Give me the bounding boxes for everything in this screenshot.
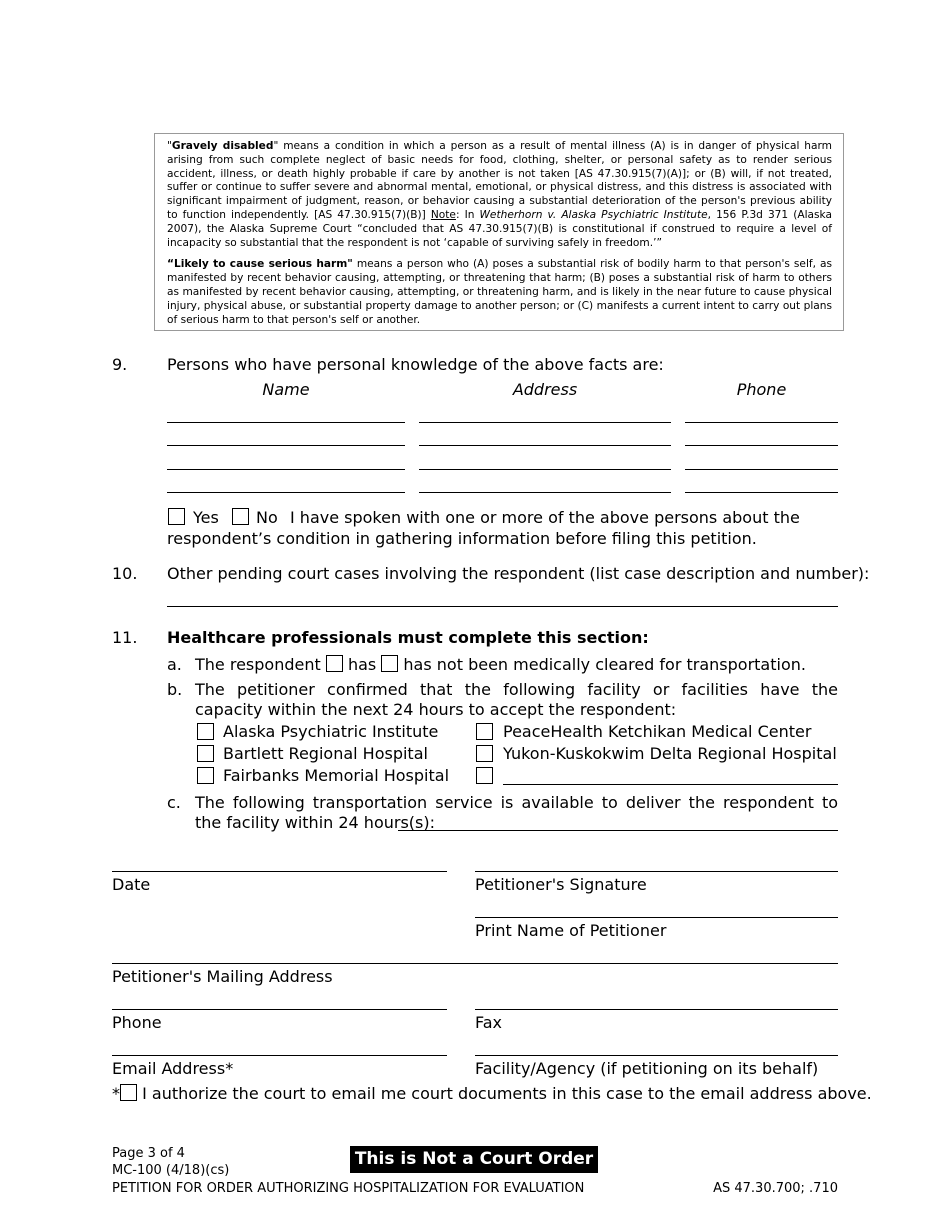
email-authorization-line: * I authorize the court to email me court documents in this case to the email address above. xyxy=(112,1084,872,1103)
person-address-field[interactable] xyxy=(419,469,671,470)
petitioner-signature-label: Petitioner's Signature xyxy=(475,875,647,894)
facility-label: PeaceHealth Ketchikan Medical Center xyxy=(503,722,812,741)
person-name-field[interactable] xyxy=(167,492,405,493)
has-not-checkbox[interactable] xyxy=(381,655,398,672)
pending-cases-field[interactable] xyxy=(167,606,838,607)
phone-label: Phone xyxy=(112,1013,162,1032)
item-b-label: b. xyxy=(167,680,183,699)
person-name-field[interactable] xyxy=(167,445,405,446)
not-court-order-banner: This is Not a Court Order xyxy=(350,1146,598,1173)
form-number: MC-100 (4/18)(cs) xyxy=(112,1163,230,1178)
person-phone-field[interactable] xyxy=(685,422,838,423)
spoken-yes-checkbox[interactable] xyxy=(168,508,185,525)
facility-label: Fairbanks Memorial Hospital xyxy=(223,766,450,785)
petitioner-signature-field[interactable] xyxy=(475,871,838,872)
section-9-title: Persons who have personal knowledge of the above facts are: xyxy=(167,355,664,374)
has-checkbox[interactable] xyxy=(326,655,343,672)
section-11-title: Healthcare professionals must complete this section: xyxy=(167,628,649,647)
email-label: Email Address* xyxy=(112,1059,234,1078)
facility-agency-field[interactable] xyxy=(475,1055,838,1056)
item-a-label: a. xyxy=(167,655,182,674)
spoken-no-checkbox[interactable] xyxy=(232,508,249,525)
form-title: PETITION FOR ORDER AUTHORIZING HOSPITALIZATION FOR EVALUATION xyxy=(112,1181,585,1196)
item-c-label: c. xyxy=(167,793,181,812)
spoken-statement-line-1: I have spoken with one or more of the above persons about the xyxy=(290,508,800,527)
facility-agency-label: Facility/Agency (if petitioning on its behalf) xyxy=(475,1059,819,1078)
fax-field[interactable] xyxy=(475,1009,838,1010)
person-address-field[interactable] xyxy=(419,492,671,493)
phone-field[interactable] xyxy=(112,1009,447,1010)
person-phone-field[interactable] xyxy=(685,445,838,446)
date-field[interactable] xyxy=(112,871,447,872)
definitions-box xyxy=(154,133,844,331)
person-address-field[interactable] xyxy=(419,445,671,446)
facility-checkbox[interactable] xyxy=(197,723,214,740)
section-11-number: 11. xyxy=(112,628,138,647)
likely-harm-term: “Likely to cause serious harm" xyxy=(167,258,353,271)
section-10-number: 10. xyxy=(112,564,138,583)
person-address-field[interactable] xyxy=(419,422,671,423)
page-number: Page 3 of 4 xyxy=(112,1146,185,1161)
facility-checkbox[interactable] xyxy=(197,767,214,784)
transportation-service-field[interactable] xyxy=(398,830,838,831)
medical-clearance-line: The respondent has has not been medically cleared for transportation. xyxy=(195,655,806,674)
facility-capacity-text: The petitioner confirmed that the following facility or facilities have the capacity within the next 24 hours to accept the respondent: xyxy=(195,680,838,719)
person-phone-field[interactable] xyxy=(685,469,838,470)
column-header-phone: Phone xyxy=(736,380,787,399)
person-phone-field[interactable] xyxy=(685,492,838,493)
facility-checkbox[interactable] xyxy=(197,745,214,762)
section-9-number: 9. xyxy=(112,355,128,374)
facility-label: Yukon-Kuskokwim Delta Regional Hospital xyxy=(503,744,837,763)
likely-harm-definition: “Likely to cause serious harm" means a person who (A) poses a substantial risk of bodily harm to that person's self, as manifested by recent behavior causing, attempting, or threatening that harm; (B) poses a substantial risk of harm to others as manifested by recent behavior causing, attempting, or threatening harm, and is likely in the near future to cause physical injury, physical abuse, or substantial property damage to another person; or (C) manifests a current intent to carry out plans of serious harm to that person's self or another. xyxy=(167,258,832,326)
date-label: Date xyxy=(112,875,151,894)
print-name-field[interactable] xyxy=(475,917,838,918)
fax-label: Fax xyxy=(475,1013,503,1032)
mailing-address-label: Petitioner's Mailing Address xyxy=(112,967,333,986)
other-facility-checkbox[interactable] xyxy=(476,767,493,784)
person-name-field[interactable] xyxy=(167,422,405,423)
facility-label: Alaska Psychiatric Institute xyxy=(223,722,439,741)
person-name-field[interactable] xyxy=(167,469,405,470)
column-header-name: Name xyxy=(262,380,310,399)
case-citation: Wetherhorn v. Alaska Psychiatric Institute xyxy=(479,208,708,221)
section-10-title: Other pending court cases involving the respondent (list case description and number): xyxy=(167,564,870,583)
column-header-address: Address xyxy=(512,380,578,399)
other-facility-field[interactable] xyxy=(503,784,838,785)
facility-label: Bartlett Regional Hospital xyxy=(223,744,428,763)
statute-reference: AS 47.30.700; .710 xyxy=(713,1181,838,1196)
mailing-address-field[interactable] xyxy=(112,963,838,964)
gravely-disabled-definition: "Gravely disabled" means a condition in which a person as a result of mental illness (A) is in danger of physical harm arising from such complete neglect of basic needs for food, clothing, shelter, or personal safety as to render serious accident, illness, or death highly probable if care by another is not taken [AS 47.30.915(7)(A)]; or (B) will, if not treated, suffer or continue to suffer severe and abnormal mental, emotional, or physical distress, and this distress is associated with significant impairment of judgment, reason, or behavior causing a substantial deterioration of the person's previous ability to function independently. [AS 47.30.915(7)(B)] Note: In Wetherhorn v. Alaska Psychiatric Institute, 156 P.3d 371 (Alaska 2007), the Alaska Supreme Court “concluded that AS 47.30.915(7)(B) is constitutional if construed to require a level of incapacity so substantial that the respondent is not ‘capable of surviving safely in freedom.’” xyxy=(167,140,832,249)
email-authorization-checkbox[interactable] xyxy=(120,1084,137,1101)
spoken-no-label: No xyxy=(256,508,278,527)
transportation-text: The following transportation service is available to deliver the respondent to the facility within 24 hours(s): xyxy=(195,793,838,832)
note-label: Note xyxy=(430,208,456,221)
spoken-statement-line-2: respondent’s condition in gathering information before filing this petition. xyxy=(167,529,757,548)
print-name-label: Print Name of Petitioner xyxy=(475,921,667,940)
gravely-disabled-term: Gravely disabled xyxy=(171,140,274,152)
facility-checkbox[interactable] xyxy=(476,723,493,740)
spoken-yes-label: Yes xyxy=(193,508,219,527)
facility-checkbox[interactable] xyxy=(476,745,493,762)
email-field[interactable] xyxy=(112,1055,447,1056)
